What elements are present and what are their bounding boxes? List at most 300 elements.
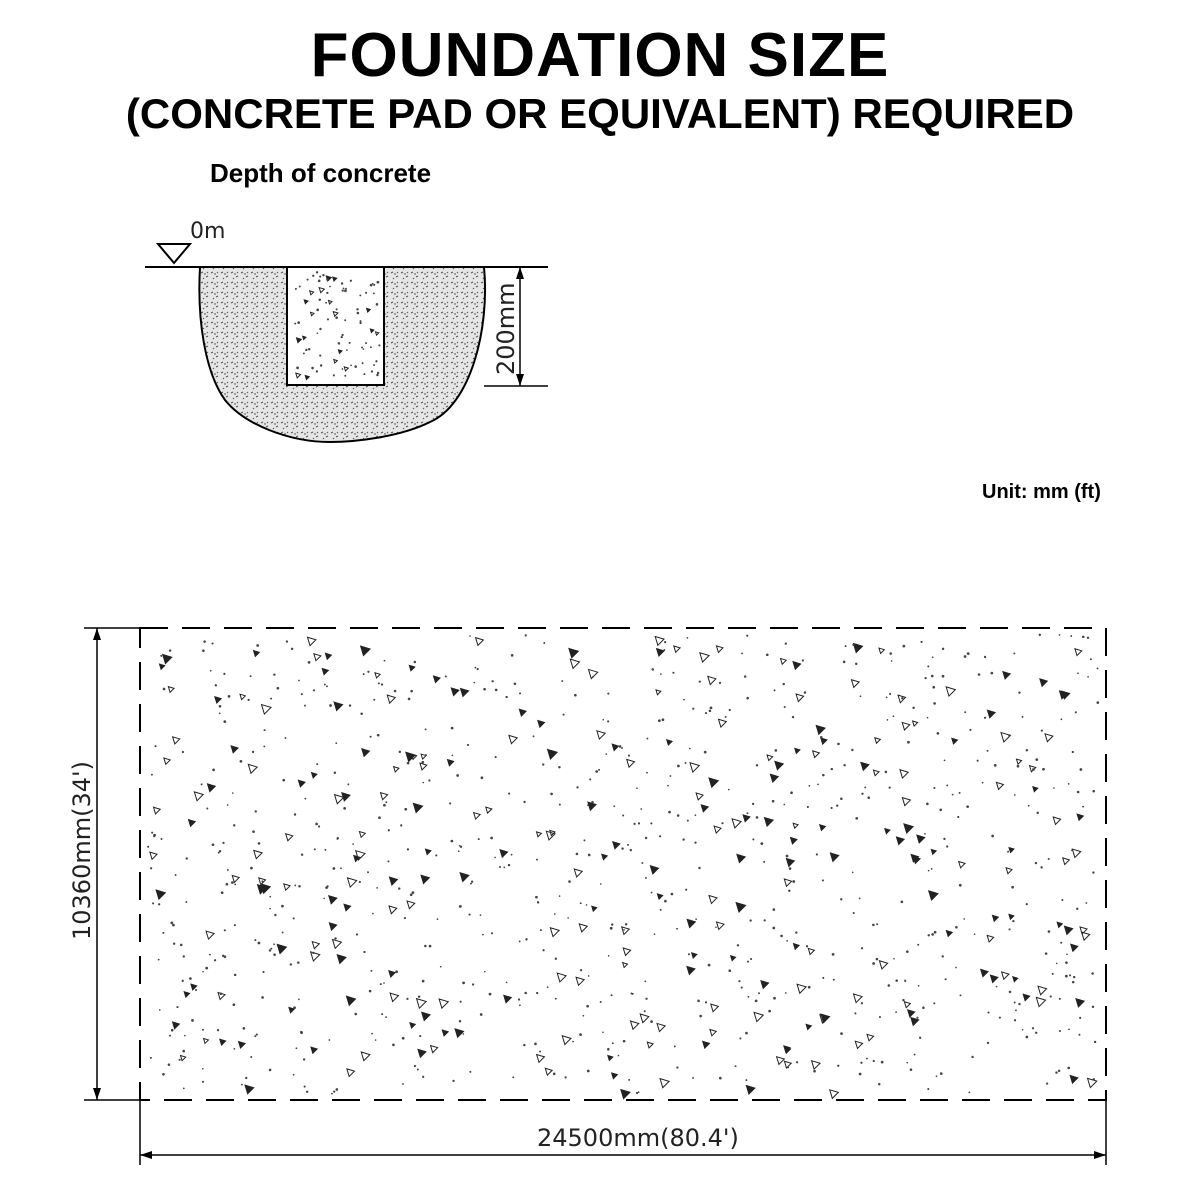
aggregate-dot (168, 1063, 171, 1066)
aggregate-dot (414, 661, 417, 664)
aggregate-dot (293, 1074, 295, 1076)
aggregate-dot (658, 719, 661, 722)
aggregate-dot (414, 1065, 416, 1067)
aggregate-mark (667, 740, 672, 745)
aggregate-mark (569, 648, 578, 657)
aggregate-dot (316, 271, 318, 273)
aggregate-dot (682, 838, 684, 840)
aggregate-dot (311, 367, 314, 370)
aggregate-dot (359, 322, 361, 324)
aggregate-dot (646, 772, 648, 774)
aggregate-mark (791, 838, 797, 844)
aggregate-dot (855, 817, 858, 820)
aggregate-dot (173, 1025, 175, 1027)
aggregate-dot (477, 668, 479, 670)
aggregate-dot (536, 859, 538, 861)
aggregate-dot (377, 372, 379, 374)
diagram-title: FOUNDATION SIZE (310, 21, 890, 90)
aggregate-dot (756, 816, 759, 819)
aggregate-mark (189, 820, 196, 827)
aggregate-dot (342, 290, 344, 292)
aggregate-dot (371, 370, 373, 372)
aggregate-dot (664, 641, 666, 643)
aggregate-mark (439, 999, 448, 1008)
aggregate-dot (996, 986, 998, 988)
aggregate-dot (221, 891, 224, 894)
aggregate-dot (481, 776, 484, 779)
aggregate-dot (638, 1091, 640, 1093)
aggregate-dot (315, 823, 318, 826)
aggregate-mark (261, 705, 271, 715)
aggregate-dot (303, 352, 305, 354)
aggregate-mark (952, 738, 958, 744)
aggregate-dot (385, 1016, 387, 1018)
aggregate-mark (992, 915, 998, 921)
aggregate-dot (362, 362, 364, 364)
aggregate-dot (399, 751, 401, 753)
aggregate-dot (326, 278, 328, 280)
aggregate-dot (873, 1060, 875, 1062)
aggregate-mark (709, 778, 718, 787)
aggregate-dot (683, 699, 685, 701)
aggregate-dot (212, 642, 214, 644)
aggregate-dot (274, 914, 276, 916)
aggregate-dot (313, 689, 315, 691)
aggregate-mark (732, 819, 741, 828)
aggregate-mark (879, 961, 887, 969)
aggregate-dot (325, 302, 327, 304)
aggregate-dot (410, 893, 413, 896)
aggregate-dot (473, 682, 475, 684)
aggregate-mark (451, 688, 459, 696)
aggregate-mark (1001, 733, 1010, 742)
aggregate-dot (719, 682, 721, 684)
aggregate-dot (295, 1047, 297, 1049)
aggregate-dot (294, 885, 296, 887)
aggregate-mark (879, 648, 884, 653)
aggregate-dot (395, 970, 398, 973)
aggregate-mark (389, 906, 397, 914)
aggregate-mark (622, 927, 630, 935)
aggregate-dot (937, 732, 940, 735)
aggregate-dot (329, 704, 332, 707)
aggregate-dot (1022, 716, 1024, 718)
aggregate-dot (1046, 1082, 1048, 1084)
aggregate-mark (298, 780, 305, 787)
aggregate-dot (645, 877, 647, 879)
aggregate-dot (917, 944, 919, 946)
aggregate-mark (579, 924, 587, 932)
aggregate-dot (402, 1037, 405, 1040)
aggregate-dot (1079, 1017, 1081, 1019)
aggregate-dot (837, 1065, 839, 1067)
aggregate-dot (195, 989, 197, 991)
aggregate-dot (922, 1007, 925, 1010)
aggregate-dot (640, 808, 642, 810)
aggregate-mark (550, 928, 559, 937)
aggregate-dot (627, 844, 629, 846)
aggregate-dot (895, 1011, 897, 1013)
aggregate-dot (519, 692, 521, 694)
aggregate-mark (254, 850, 262, 858)
aggregate-dot (902, 999, 904, 1001)
aggregate-dot (786, 855, 789, 858)
aggregate-dot (378, 816, 381, 819)
aggregate-dot (462, 981, 465, 984)
aggregate-mark (830, 1090, 839, 1099)
aggregate-dot (607, 1048, 610, 1051)
aggregate-dot (252, 751, 254, 753)
aggregate-mark (422, 1012, 430, 1020)
aggregate-dot (1080, 768, 1083, 771)
aggregate-dot (650, 1020, 653, 1023)
aggregate-dot (644, 1010, 646, 1012)
aggregate-dot (535, 896, 538, 899)
aggregate-dot (840, 798, 843, 801)
aggregate-mark (657, 649, 665, 657)
aggregate-mark (710, 1030, 716, 1036)
aggregate-dot (695, 918, 697, 920)
aggregate-dot (316, 309, 319, 312)
aggregate-dot (699, 681, 701, 683)
aggregate-dot (536, 992, 538, 994)
aggregate-dot (785, 642, 787, 644)
aggregate-dot (919, 1037, 921, 1039)
aggregate-dot (359, 294, 361, 296)
aggregate-dot (298, 680, 300, 682)
aggregate-mark (711, 1004, 719, 1012)
aggregate-dot (623, 929, 625, 931)
aggregate-dot (354, 1013, 357, 1016)
aggregate-dot (698, 867, 700, 869)
aggregate-mark (719, 719, 727, 727)
aggregate-dot (467, 744, 469, 746)
aggregate-mark (394, 767, 399, 772)
aggregate-dot (490, 808, 492, 810)
aggregate-mark (460, 873, 469, 882)
aggregate-mark (537, 832, 542, 837)
concrete-pad-outline (140, 628, 1106, 1100)
aggregate-dot (651, 668, 654, 671)
aggregate-dot (295, 288, 297, 290)
aggregate-dot (474, 667, 476, 669)
aggregate-mark (627, 759, 635, 767)
aggregate-dot (344, 289, 347, 292)
aggregate-mark (390, 993, 398, 1001)
aggregate-dot (901, 697, 903, 699)
aggregate-dot (335, 742, 337, 744)
aggregate-mark (1077, 814, 1083, 820)
aggregate-dot (1073, 976, 1075, 978)
aggregate-mark (775, 761, 783, 769)
aggregate-mark (781, 658, 787, 664)
aggregate-dot (250, 675, 252, 677)
aggregate-mark (1070, 1076, 1078, 1084)
aggregate-mark (812, 1061, 820, 1069)
aggregate-dot (341, 336, 343, 338)
aggregate-mark (764, 818, 773, 827)
aggregate-dot (906, 950, 909, 953)
aggregate-dot (478, 838, 480, 840)
aggregate-mark (1033, 787, 1038, 792)
aggregate-dot (554, 913, 556, 915)
aggregate-dot (955, 967, 957, 969)
aggregate-mark (156, 890, 165, 899)
aggregate-dot (1092, 790, 1095, 793)
aggregate-dot (796, 1061, 798, 1063)
aggregate-dot (1052, 973, 1054, 975)
aggregate-dot (367, 671, 369, 673)
aggregate-dot (676, 1066, 678, 1068)
aggregate-dot (664, 900, 667, 903)
aggregate-dot (785, 992, 787, 994)
aggregate-dot (185, 901, 187, 903)
aggregate-dot (964, 655, 967, 658)
aggregate-dot (333, 1090, 335, 1092)
aggregate-dot (912, 707, 914, 709)
aggregate-dot (636, 787, 638, 789)
aggregate-dot (342, 368, 344, 370)
aggregate-mark (245, 1085, 254, 1094)
aggregate-dot (957, 816, 959, 818)
aggregate-dot (659, 835, 661, 837)
aggregate-mark (1040, 679, 1047, 686)
length-dimension-label: 24500mm(80.4') (537, 1124, 739, 1152)
aggregate-dot (645, 998, 647, 1000)
aggregate-dot (735, 1065, 737, 1067)
aggregate-dot (470, 883, 472, 885)
aggregate-dot (748, 996, 750, 998)
aggregate-dot (212, 769, 215, 772)
aggregate-dot (319, 328, 321, 330)
aggregate-dot (519, 940, 521, 942)
aggregate-dot (392, 1043, 395, 1046)
aggregate-mark (896, 837, 904, 845)
aggregate-dot (755, 1000, 758, 1003)
aggregate-dot (375, 1039, 377, 1041)
aggregate-mark (797, 984, 806, 993)
aggregate-dot (449, 802, 451, 804)
aggregate-dot (994, 764, 997, 767)
aggregate-dot (952, 794, 954, 796)
aggregate-dot (183, 955, 185, 957)
aggregate-mark (987, 710, 995, 718)
aggregate-dot (621, 747, 623, 749)
aggregate-dot (293, 1006, 296, 1009)
aggregate-dot (1059, 998, 1061, 1000)
aggregate-dot (318, 825, 320, 827)
aggregate-dot (687, 637, 689, 639)
aggregate-dot (861, 793, 863, 795)
aggregate-mark (875, 738, 881, 744)
aggregate-mark (347, 1069, 355, 1077)
aggregate-dot (161, 838, 163, 840)
aggregate-dot (600, 883, 602, 885)
aggregate-dot (456, 774, 459, 777)
ground-level-marker (145, 244, 548, 267)
aggregate-mark (900, 770, 908, 778)
aggregate-dot (182, 1050, 185, 1053)
aggregate-dot (654, 933, 656, 935)
aggregate-mark (284, 884, 290, 890)
aggregate-dot (383, 982, 385, 984)
aggregate-dot (671, 893, 674, 896)
aggregate-mark (307, 637, 315, 645)
aggregate-dot (746, 635, 748, 637)
aggregate-dot (378, 344, 380, 346)
aggregate-dot (344, 319, 346, 321)
section-view (145, 219, 548, 442)
aggregate-dot (756, 764, 758, 766)
aggregate-dot (539, 1051, 541, 1053)
aggregate-dot (729, 709, 731, 711)
aggregate-dot (282, 932, 284, 934)
aggregate-dot (792, 880, 795, 883)
aggregate-mark (687, 919, 695, 927)
aggregate-mark (959, 862, 965, 868)
aggregate-mark (701, 805, 708, 812)
aggregate-dot (580, 902, 582, 904)
aggregate-dot (270, 948, 272, 950)
aggregate-dot (233, 824, 235, 826)
aggregate-dot (419, 1035, 421, 1037)
aggregate-dot (936, 1075, 938, 1077)
aggregate-dot (822, 774, 825, 777)
aggregate-dot (1059, 634, 1061, 636)
aggregate-dot (833, 979, 835, 981)
aggregate-dot (191, 1019, 194, 1022)
aggregate-dot (580, 969, 582, 971)
aggregate-dot (817, 783, 819, 785)
aggregate-dot (1065, 961, 1068, 964)
aggregate-mark (168, 687, 174, 693)
aggregate-dot (367, 871, 369, 873)
aggregate-dot (269, 1069, 272, 1072)
aggregate-dot (318, 280, 321, 283)
aggregate-dot (738, 980, 740, 982)
aggregate-dot (294, 323, 296, 325)
aggregate-mark (1075, 649, 1082, 656)
aggregate-dot (243, 1027, 246, 1030)
aggregate-dot (381, 1013, 383, 1015)
aggregate-mark (184, 992, 189, 997)
aggregate-mark (1064, 926, 1072, 934)
aggregate-dot (158, 903, 160, 905)
aggregate-dot (398, 887, 400, 889)
aggregate-dot (506, 982, 508, 984)
aggregate-dot (508, 864, 510, 866)
aggregate-dot (607, 720, 609, 722)
aggregate-dot (226, 883, 229, 886)
aggregate-dot (893, 958, 895, 960)
aggregate-dot (854, 1012, 856, 1014)
aggregate-dot (745, 1032, 748, 1035)
aggregate-dot (180, 944, 183, 947)
aggregate-dot (553, 1073, 556, 1076)
ground-level-label: 0m (190, 219, 226, 244)
aggregate-dot (565, 1076, 567, 1078)
aggregate-dot (572, 1041, 574, 1043)
aggregate-dot (708, 964, 711, 967)
aggregate-dot (371, 1033, 373, 1035)
aggregate-dot (459, 905, 462, 908)
aggregate-mark (418, 1049, 426, 1057)
aggregate-dot (373, 364, 375, 366)
aggregate-dot (645, 837, 647, 839)
aggregate-dot (511, 654, 514, 657)
aggregate-dot (926, 803, 929, 806)
aggregate-dot (587, 1070, 590, 1073)
aggregate-dot (428, 779, 430, 781)
aggregate-mark (194, 792, 203, 801)
aggregate-dot (699, 1015, 702, 1018)
aggregate-dot (893, 715, 895, 717)
aggregate-mark (612, 1073, 618, 1079)
aggregate-dot (946, 845, 948, 847)
aggregate-dot (349, 342, 351, 344)
aggregate-dot (162, 1073, 165, 1076)
aggregate-mark (347, 996, 356, 1005)
aggregate-mark (657, 1023, 665, 1031)
aggregate-dot (336, 1088, 339, 1091)
aggregate-dot (600, 1001, 602, 1003)
aggregate-dot (987, 750, 989, 752)
aggregate-dot (334, 772, 336, 774)
aggregate-dot (472, 983, 474, 985)
aggregate-dot (147, 846, 149, 848)
aggregate-dot (373, 699, 375, 701)
aggregate-dot (511, 854, 513, 856)
aggregate-dot (304, 1085, 306, 1087)
aggregate-mark (240, 694, 245, 699)
aggregate-mark (630, 1021, 638, 1029)
aggregate-dot (843, 661, 846, 664)
aggregate-dot (258, 842, 261, 845)
aggregate-dot (422, 980, 425, 983)
aggregate-dot (955, 926, 958, 929)
aggregate-dot (234, 884, 236, 886)
aggregate-dot (286, 640, 288, 642)
aggregate-mark (421, 875, 429, 883)
aggregate-dot (1068, 783, 1070, 785)
aggregate-mark (793, 823, 798, 828)
aggregate-dot (855, 663, 857, 665)
aggregate-mark (420, 763, 427, 770)
aggregate-mark (204, 1038, 209, 1043)
aggregate-dot (910, 1068, 913, 1071)
aggregate-mark (329, 923, 336, 930)
aggregate-mark (333, 939, 342, 948)
aggregate-dot (786, 940, 788, 942)
aggregate-dot (861, 1002, 863, 1004)
aggregate-dot (254, 939, 256, 941)
aggregate-mark (509, 735, 517, 743)
aggregate-mark (389, 971, 395, 977)
aggregate-dot (223, 673, 225, 675)
aggregate-dot (987, 1042, 989, 1044)
aggregate-dot (709, 710, 712, 713)
aggregate-dot (183, 1087, 185, 1089)
aggregate-dot (451, 727, 454, 730)
aggregate-dot (773, 908, 776, 911)
aggregate-mark (277, 944, 286, 953)
aggregate-dot (933, 1002, 935, 1004)
aggregate-mark (703, 1041, 710, 1048)
aggregate-mark (793, 662, 801, 670)
aggregate-dot (458, 850, 460, 852)
aggregate-dot (1082, 636, 1085, 639)
aggregate-dot (523, 1044, 525, 1046)
